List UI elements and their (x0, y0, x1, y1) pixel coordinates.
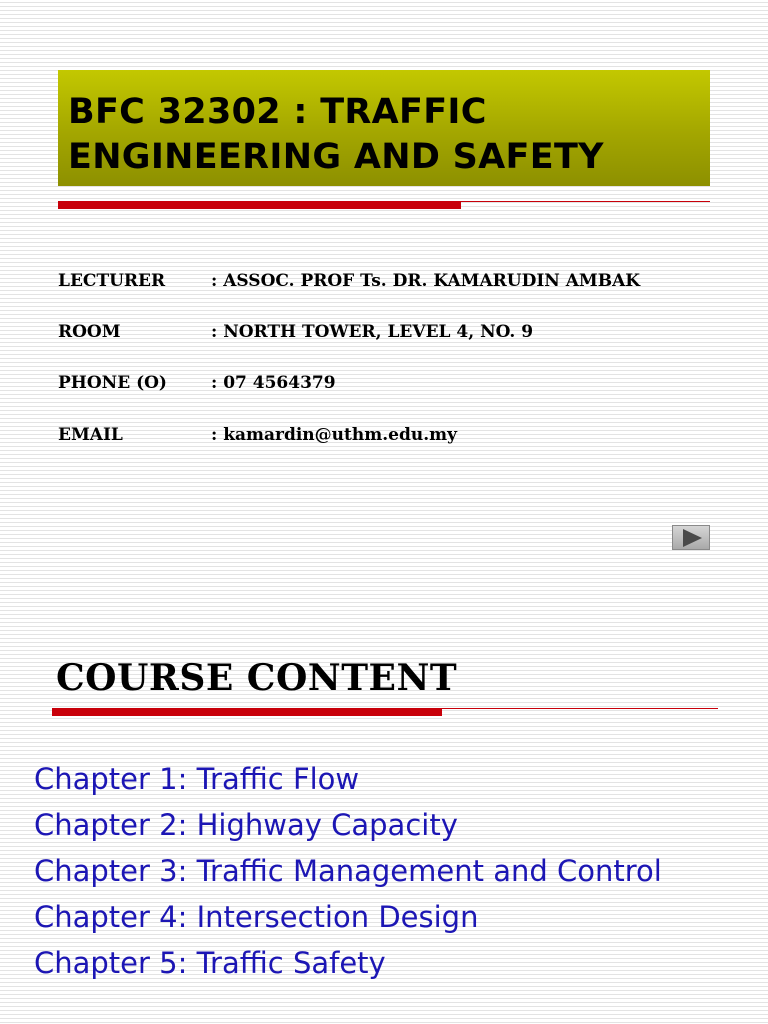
chapter-list (34, 756, 662, 986)
title-underline-thick (58, 201, 461, 209)
phone-value: : 07 4564379 (211, 373, 336, 393)
course-title-line-2: ENGINEERING AND SAFETY (68, 137, 604, 177)
chapter-item-1: Chapter 1: Traffic Flow (34, 762, 360, 796)
room-value: : NORTH TOWER, LEVEL 4, NO. 9 (211, 322, 534, 342)
email-label: EMAIL (58, 425, 123, 445)
room-label: ROOM (58, 322, 121, 342)
email-value: : kamardin@uthm.edu.my (211, 425, 457, 445)
chapter-item-2: Chapter 2: Highway Capacity (34, 808, 458, 842)
course-content-title: COURSE CONTENT (56, 657, 458, 699)
slide-2 (0, 512, 768, 1024)
lecturer-label: LECTURER (58, 271, 166, 291)
course-title-line-1: BFC 32302 : TRAFFIC (68, 92, 487, 132)
section-underline-thin (442, 708, 718, 709)
phone-label: PHONE (O) (58, 373, 167, 393)
chapter-item-5: Chapter 5: Traffic Safety (34, 946, 386, 980)
title-underline-thin (461, 201, 710, 202)
lecturer-value: : ASSOC. PROF Ts. DR. KAMARUDIN AMBAK (211, 271, 641, 291)
chapter-item-3: Chapter 3: Traffic Management and Control (34, 854, 662, 888)
section-underline-thick (52, 708, 442, 716)
course-title-box (58, 70, 710, 186)
chapter-item-4: Chapter 4: Intersection Design (34, 900, 479, 934)
